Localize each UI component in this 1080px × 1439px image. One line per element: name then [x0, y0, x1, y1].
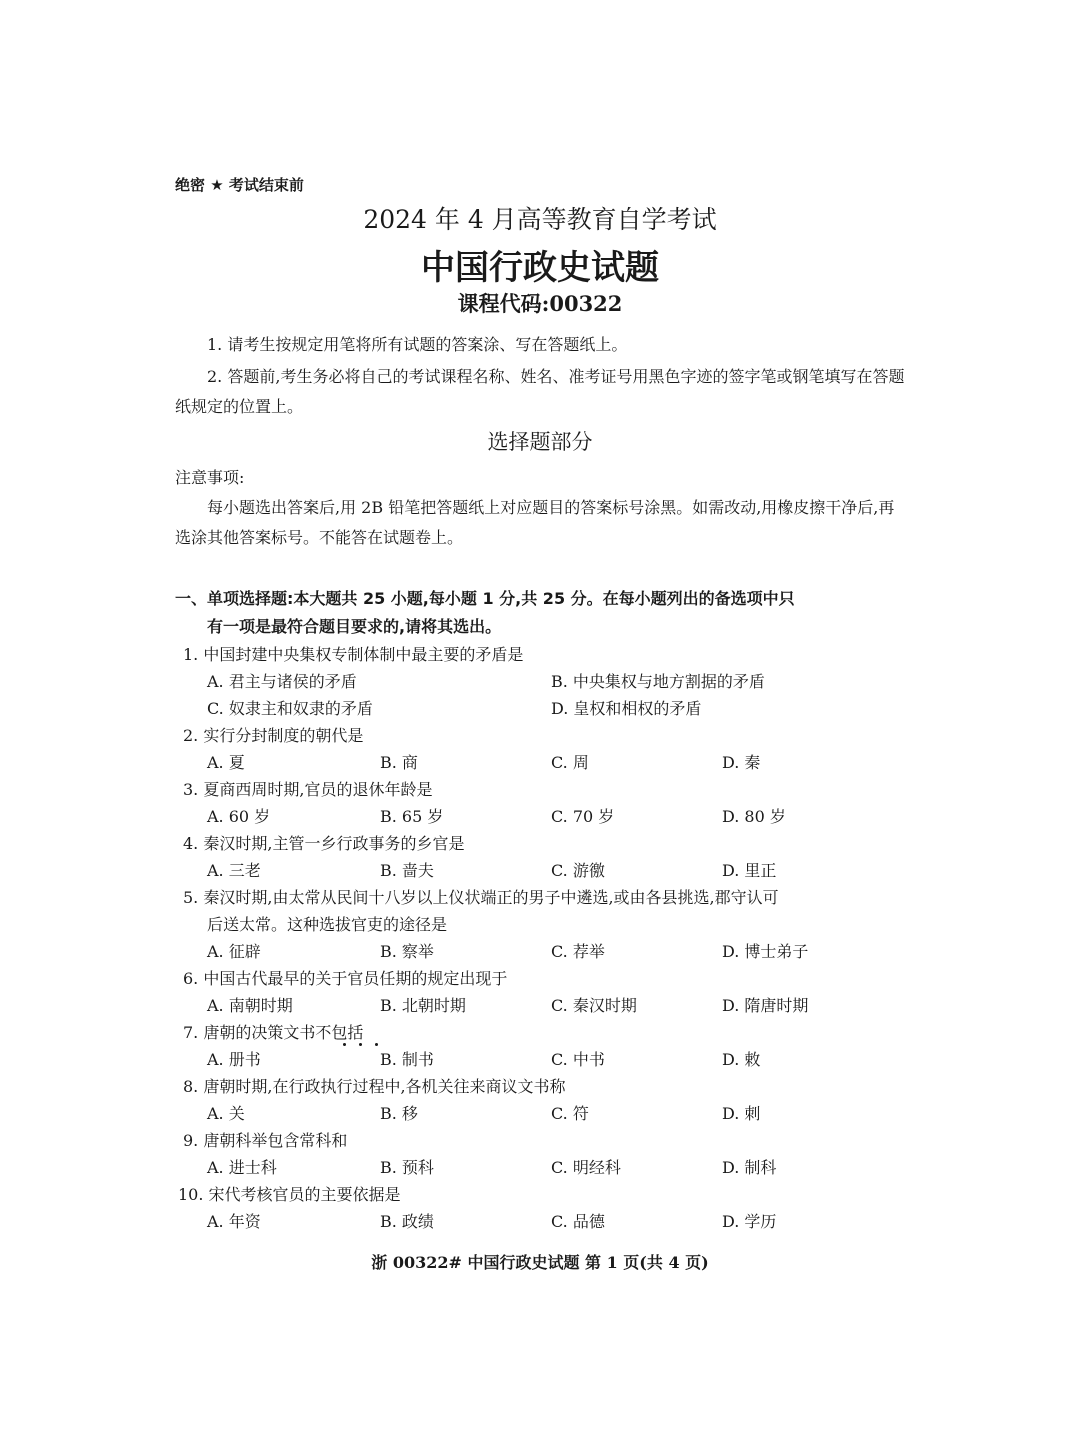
option: A. 征辟 — [207, 942, 261, 961]
option: C. 周 — [551, 753, 589, 772]
option: D. 皇权和相权的矛盾 — [551, 699, 702, 718]
option: A. 夏 — [207, 753, 245, 772]
option: A. 三老 — [207, 861, 261, 880]
question-stem-continued: 后送太常。这种选拔官吏的途径是 — [207, 915, 448, 934]
question-stem: 10. 宋代考核官员的主要依据是 — [178, 1185, 401, 1204]
option: D. 隋唐时期 — [722, 996, 809, 1015]
option: D. 80 岁 — [722, 807, 786, 826]
option: C. 明经科 — [551, 1158, 621, 1177]
option: A. 进士科 — [207, 1158, 277, 1177]
option: A. 君主与诸侯的矛盾 — [207, 672, 357, 691]
option: D. 秦 — [722, 753, 761, 772]
emphasis-dot — [343, 1043, 346, 1046]
option: A. 册书 — [207, 1050, 261, 1069]
option: B. 商 — [380, 753, 418, 772]
section-title: 选择题部分 — [487, 430, 593, 454]
part-one-heading-line2: 有一项是最符合题目要求的,请将其选出。 — [207, 617, 502, 636]
option: A. 年资 — [207, 1212, 261, 1231]
question-stem: 1. 中国封建中央集权专制体制中最主要的矛盾是 — [183, 645, 524, 664]
question-stem: 6. 中国古代最早的关于官员任期的规定出现于 — [183, 969, 508, 988]
option: C. 符 — [551, 1104, 589, 1123]
option: B. 北朝时期 — [380, 996, 466, 1015]
option: A. 60 岁 — [207, 807, 271, 826]
option: D. 里正 — [722, 861, 777, 880]
question-stem: 7. 唐朝的决策文书不包括 — [183, 1023, 364, 1042]
option: B. 政绩 — [380, 1212, 434, 1231]
option: C. 中书 — [551, 1050, 605, 1069]
option: B. 预科 — [380, 1158, 434, 1177]
page-footer: 浙 00322# 中国行政史试题 第 1 页(共 4 页) — [371, 1253, 709, 1272]
notice-text: 每小题选出答案后,用 2B 铅笔把答题纸上对应题目的答案标号涂黑。如需改动,用橡皮擦干净后,再选涂其他答案标号。不能答在试题卷上。 — [175, 498, 895, 547]
option: B. 移 — [380, 1104, 418, 1123]
option: C. 品德 — [551, 1212, 605, 1231]
option: D. 刺 — [722, 1104, 761, 1123]
question-stem: 8. 唐朝时期,在行政执行过程中,各机关往来商议文书称 — [183, 1077, 566, 1096]
option: A. 南朝时期 — [207, 996, 293, 1015]
question-stem: 4. 秦汉时期,主管一乡行政事务的乡官是 — [183, 834, 465, 853]
exam-title: 2024 年 4 月高等教育自学考试 — [363, 205, 717, 234]
emphasis-dot — [359, 1043, 362, 1046]
option: A. 关 — [207, 1104, 245, 1123]
part-one-heading-line1: 一、单项选择题:本大题共 25 小题,每小题 1 分,共 25 分。在每小题列出的备选项中只 — [175, 589, 795, 608]
option: D. 敕 — [722, 1050, 761, 1069]
option: C. 70 岁 — [551, 807, 615, 826]
option: B. 啬夫 — [380, 861, 434, 880]
question-stem: 3. 夏商西周时期,官员的退休年龄是 — [183, 780, 433, 799]
emphasis-dot — [375, 1043, 378, 1046]
option: C. 秦汉时期 — [551, 996, 637, 1015]
subject-title: 中国行政史试题 — [421, 248, 659, 288]
instruction-1: 1. 请考生按规定用笔将所有试题的答案涂、写在答题纸上。 — [207, 335, 628, 354]
option: D. 制科 — [722, 1158, 777, 1177]
option: B. 中央集权与地方割据的矛盾 — [551, 672, 765, 691]
question-stem: 2. 实行分封制度的朝代是 — [183, 726, 364, 745]
question-stem: 5. 秦汉时期,由太常从民间十八岁以上仪状端正的男子中遴选,或由各县挑选,郡守认可 — [183, 888, 779, 907]
option: D. 博士弟子 — [722, 942, 809, 961]
option: C. 荐举 — [551, 942, 605, 961]
notice-label: 注意事项: — [175, 468, 245, 487]
course-code: 课程代码:00322 — [457, 291, 623, 316]
option: B. 65 岁 — [380, 807, 444, 826]
option: C. 奴隶主和奴隶的矛盾 — [207, 699, 373, 718]
option: C. 游徼 — [551, 861, 605, 880]
question-stem: 9. 唐朝科举包含常科和 — [183, 1131, 348, 1150]
option: D. 学历 — [722, 1212, 777, 1231]
instruction-2: 2. 答题前,考生务必将自己的考试课程名称、姓名、准考证号用黑色字迹的签字笔或钢笔填写在答题纸规定的位置上。 — [175, 367, 905, 416]
option: B. 制书 — [380, 1050, 434, 1069]
confidential-label: 绝密 ★ 考试结束前 — [175, 176, 304, 194]
option: B. 察举 — [380, 942, 434, 961]
